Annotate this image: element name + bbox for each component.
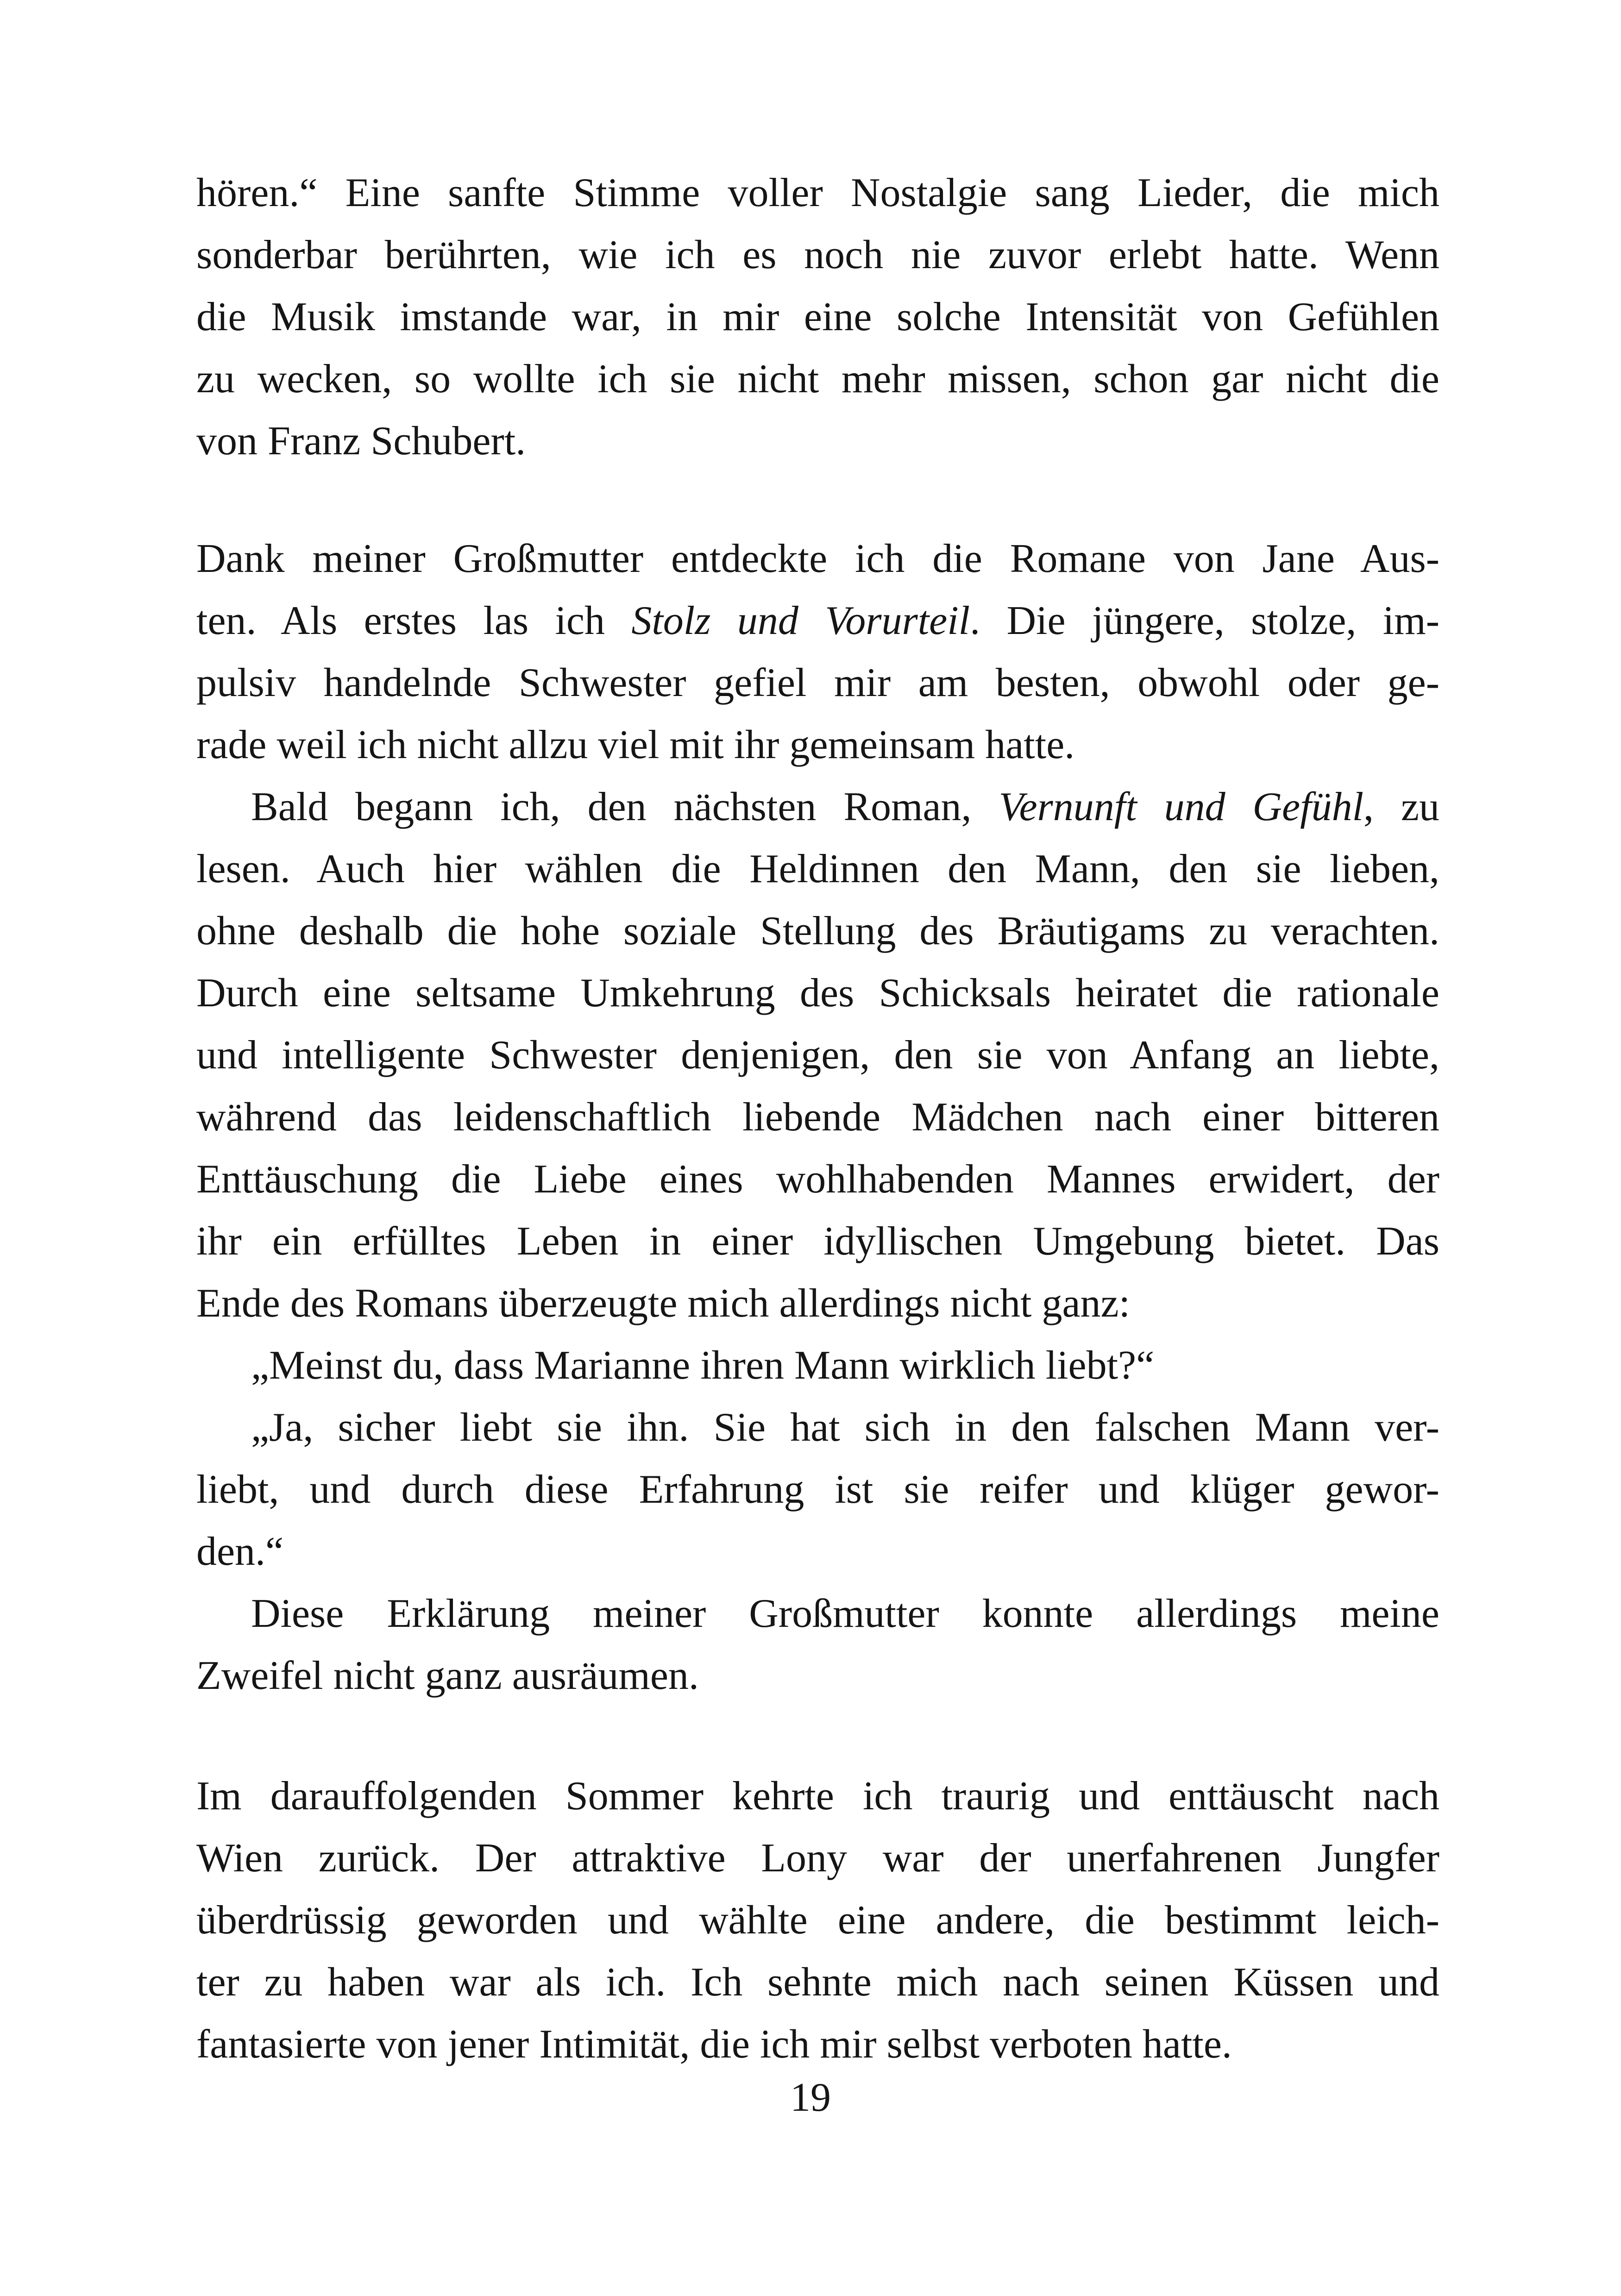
- text-line: Zweifel nicht ganz ausräumen.: [196, 1653, 699, 1698]
- text-line: die Musik imstande war, in mir eine solche Intensität von Gefühlen: [196, 295, 1439, 339]
- text-line: sonderbar berührten, wie ich es noch nie zuvor erlebt hatte. Wenn: [196, 232, 1439, 277]
- paragraph-4: [196, 1335, 1439, 1397]
- text-line: „Meinst du, dass Marianne ihren Mann wirklich liebt?“: [251, 1343, 1155, 1388]
- book-title-stolz-und-vorurteil: Stolz und Vorurteil: [631, 598, 970, 643]
- text-segment: Bald begann ich, den nächsten Roman,: [251, 784, 999, 829]
- text-line: rade weil ich nicht allzu viel mit ihr gemeinsam hatte.: [196, 722, 1075, 767]
- text-line: Ende des Romans überzeugte mich allerdings nicht ganz:: [196, 1281, 1131, 1326]
- text-line: Diese Erklärung meiner Großmutter konnte allerdings meine: [251, 1591, 1439, 1636]
- text-line: fantasierte von jener Intimität, die ich mir selbst verboten hatte.: [196, 2022, 1232, 2067]
- text-line: Enttäuschung die Liebe eines wohlhabenden Mannes erwidert, der: [196, 1157, 1439, 1202]
- text-line: zu wecken, so wollte ich sie nicht mehr missen, schon gar nicht die: [196, 357, 1439, 401]
- text-line: ohne deshalb die hohe soziale Stellung des Bräutigams zu verachten.: [196, 909, 1439, 954]
- text-segment: ten. Als erstes las ich: [196, 598, 632, 643]
- text-segment: , zu: [1363, 784, 1439, 829]
- text-line: Im darauffolgenden Sommer kehrte ich traurig und enttäuscht nach: [196, 1774, 1439, 1819]
- text-segment: . Die jüngere, stolze, im-: [970, 598, 1439, 643]
- text-line: Durch eine seltsame Umkehrung des Schicksals heiratet die rationale: [196, 971, 1439, 1016]
- text-line: den.“: [196, 1529, 284, 1574]
- text-line: hören.“ Eine sanfte Stimme voller Nostalgie sang Lieder, die mich: [196, 170, 1439, 215]
- paragraph-3: [196, 776, 1439, 1335]
- text-line: überdrüssig geworden und wählte eine andere, die bestimmt leich-: [196, 1898, 1439, 1943]
- text-line: und intelligente Schwester denjenigen, den sie von Anfang an liebte,: [196, 1033, 1439, 1078]
- paragraph-2: [196, 528, 1439, 776]
- text-line: von Franz Schubert.: [196, 419, 526, 464]
- text-line: „Ja, sicher liebt sie ihn. Sie hat sich in den falschen Mann ver-: [251, 1405, 1439, 1450]
- text-line: ter zu haben war als ich. Ich sehnte mich nach seinen Küssen und: [196, 1960, 1439, 2005]
- book-title-vernunft-und-gefuehl: Vernunft und Gefühl: [999, 784, 1364, 829]
- text-line: pulsiv handelnde Schwester gefiel mir am besten, obwohl oder ge-: [196, 660, 1439, 705]
- text-line: während das leidenschaftlich liebende Mädchen nach einer bitteren: [196, 1095, 1439, 1140]
- page-number: 19: [790, 2075, 831, 2120]
- paragraph-1: [196, 162, 1439, 472]
- text-line: Dank meiner Großmutter entdeckte ich die Romane von Jane Aus-: [196, 536, 1439, 581]
- text-line: liebt, und durch diese Erfahrung ist sie reifer und klüger gewor-: [196, 1467, 1439, 1512]
- paragraph-7: [196, 1765, 1439, 2076]
- paragraph-6: [196, 1583, 1439, 1707]
- text-line: Wien zurück. Der attraktive Lony war der unerfahrenen Jungfer: [196, 1836, 1439, 1881]
- paragraph-5: [196, 1397, 1439, 1583]
- text-line: [196, 776, 1439, 838]
- text-line: [196, 590, 1439, 652]
- text-line: ihr ein erfülltes Leben in einer idyllischen Umgebung bietet. Das: [196, 1219, 1439, 1264]
- text-line: lesen. Auch hier wählen die Heldinnen den Mann, den sie lieben,: [196, 847, 1439, 891]
